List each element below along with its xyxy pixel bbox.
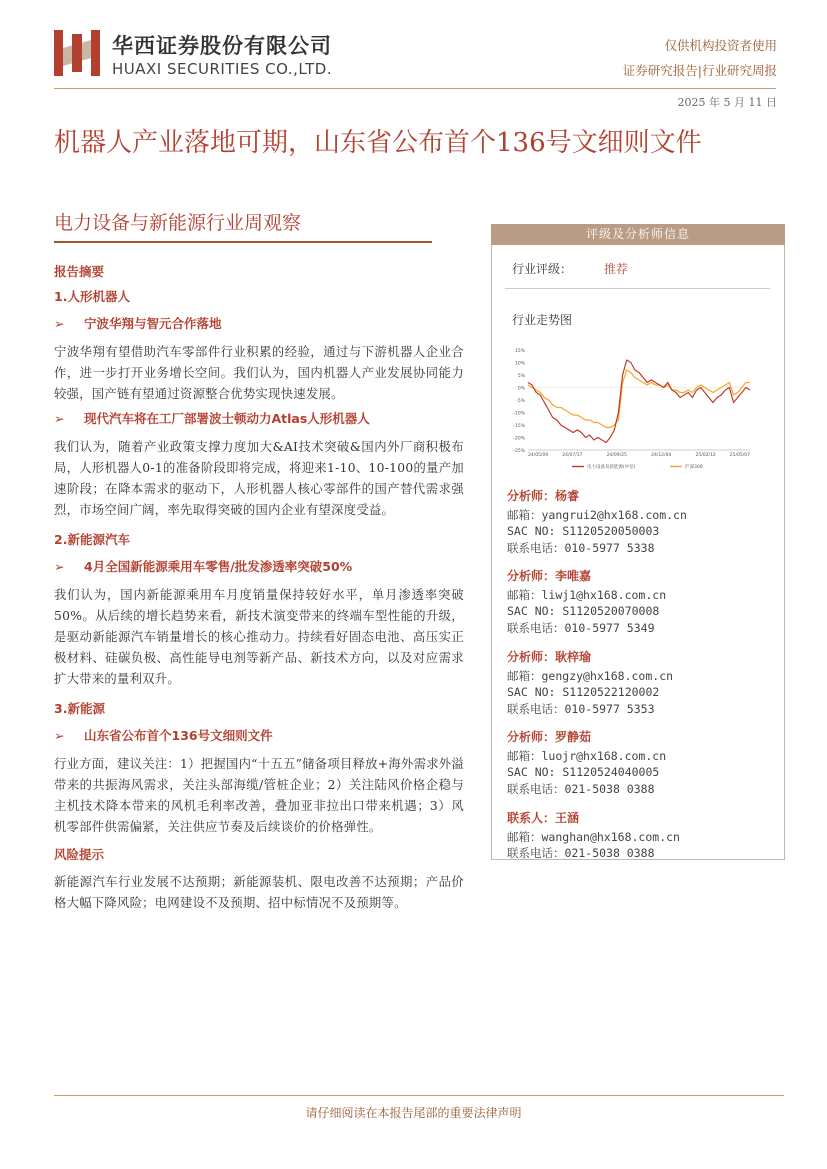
report-summary [54,262,464,914]
bullet-text: 4月全国新能源乘用车零售/批发渗透率突破50% [84,559,353,574]
report-type: 证券研究报告|行业研究周报 [622,63,777,78]
analyst-name: 耿梓瑜 [555,650,592,664]
contact-role: 联系人： [507,811,556,825]
company-name-en: HUAXI SECURITIES CO.,LTD. [112,60,333,78]
trend-chart-label: 行业走势图 [512,313,573,327]
y-tick-label: -15% [513,424,525,429]
industry-trend-chart [506,342,756,477]
section-title-robot: 1.人形机器人 [54,289,130,304]
audience-note: 仅供机构投资者使用 [664,38,777,53]
paragraph: 我们认为，国内新能源乘用车月度销量保持较好水平，单月渗透率突破50%。从后续的增长趋势来看，新技术演变带来的终端车型性能的升级，是驱动新能源汽车销量增长的核心推动力。持续看好固态电池、高压实正极材料、硅碳负极、高性能导电剂等新产品、新技术方向，以及对应需求扩大带来的量利双升。 [54,588,464,686]
analyst-role: 分析师： [507,730,556,744]
risk-paragraph: 新能源汽车行业发展不达预期；新能源装机、限电改善不达预期；产品价格大幅下降风险；电网建设不及预期、招中标情况不及预期等。 [54,875,464,910]
y-tick-label: -25% [513,449,525,454]
company-name-cn: 华西证券股份有限公司 [112,33,332,58]
x-tick-label: 24/07/17 [562,453,583,458]
arrow-bullet-icon: ➢ [54,728,65,743]
arrow-bullet-icon: ➢ [54,316,65,331]
analyst-phone: 联系电话：021-5038 0388 [507,781,655,796]
analyst-role: 分析师： [507,569,556,583]
y-tick-label: -20% [513,436,525,442]
arrow-bullet-icon: ➢ [54,559,65,574]
analyst-email: 邮箱：liwj1@hx168.com.cn [507,587,667,602]
analyst-card [507,488,777,556]
analyst-role: 分析师： [507,650,556,664]
analyst-sac: SAC NO: S1120520070008 [507,604,660,618]
paragraph: 我们认为，随着产业政策支撑力度加大&AI技术突破&国内外厂商积极布局，人形机器人0-1的准备阶段即将完成，将迎来1-10、10-100的量产加速阶段；在降本需求的驱动下，人形机器人核心零部件的国产替代需求强烈，市场空间广阔，率先取得突破的国内企业有望深度受益。 [54,440,464,517]
rating-value: 推荐 [604,262,629,276]
x-tick-label: 25/02/12 [695,453,716,458]
y-tick-label: 5% [517,374,525,379]
report-date: 2025 年 5 月 11 日 [677,96,777,109]
x-tick-label: 24/12/04 [651,453,672,458]
analyst-name: 杨睿 [555,489,580,503]
bullet-item [54,312,464,336]
company-logo-icon [54,30,100,76]
report-title: 机器人产业落地可期，山东省公布首个136号文细则文件 [54,128,702,158]
analyst-card [507,649,777,717]
analyst-email: 邮箱：gengzy@hx168.com.cn [507,668,674,683]
contact-email: 邮箱：wanghan@hx168.com.cn [507,829,680,844]
analyst-role: 分析师： [507,489,556,503]
sidebar-header: 评级及分析师信息 [491,224,785,245]
legal-notice: 请仔细阅读在本报告尾部的重要法律声明 [305,1106,522,1120]
arrow-bullet-icon: ➢ [54,411,65,426]
rating-label: 行业评级： [512,262,573,276]
bullet-text: 宁波华翔与智元合作落地 [84,316,222,331]
legend-label: 电力设备及新能源(中信) [587,465,636,470]
analyst-sac: SAC NO: S1120522120002 [507,685,660,699]
section-title-new-energy: 3.新能源 [54,701,105,716]
analyst-phone: 联系电话：010-5977 5349 [507,620,655,635]
analyst-sac: SAC NO: S1120524040005 [507,765,660,779]
y-tick-label: 10% [514,361,525,367]
paragraph: 宁波华翔有望借助汽车零部件行业积累的经验，通过与下游机器人企业合作，进一步打开业务增长空间。我们认为，国内机器人产业发展协同能力较强，国产链有望通过资源整合优势实现快速发展。 [54,345,464,401]
section-title-nev: 2.新能源汽车 [54,532,130,547]
bullet-text: 现代汽车将在工厂部署波士顿动力Atlas人形机器人 [84,411,370,426]
series-line [528,360,750,443]
bullet-item [54,724,464,748]
y-tick-label: 15% [514,349,525,354]
bullet-text: 山东省公布首个136号文细则文件 [84,728,273,743]
summary-heading: 报告摘要 [54,264,105,279]
footer-divider [54,1095,784,1096]
analyst-sac: SAC NO: S1120520050003 [507,524,660,538]
risk-heading: 风险提示 [54,847,105,862]
rating-divider [505,288,770,289]
bullet-item [54,555,464,579]
paragraph: 行业方面，建议关注：1）把握国内“十五五”储备项目释放+海外需求外溢带来的共振海风需求，关注头部海缆/管桩企业；2）关注陆风价格企稳与主机技术降本带来的风机毛利率改善，叠加亚非拉出口带来机遇；3）风机零部件供需偏紧，关注供应节奏及后续谈价的价格弹性。 [54,757,464,834]
y-tick-label: 0% [517,386,525,392]
x-tick-label: 24/09/25 [606,453,627,458]
contact-phone: 联系电话：021-5038 0388 [507,846,655,860]
analyst-email: 邮箱：yangrui2@hx168.com.cn [507,507,687,522]
report-subtitle: 电力设备与新能源行业周观察 [54,212,302,234]
analyst-card [507,729,777,797]
contact-card [507,810,777,862]
subtitle-divider [54,241,432,243]
y-tick-label: -5% [516,399,525,404]
legend-label: 沪深300 [685,465,703,470]
bullet-item [54,407,464,431]
analyst-phone: 联系电话：010-5977 5353 [507,701,655,716]
y-tick-label: -10% [513,411,525,417]
analyst-phone: 联系电话：010-5977 5338 [507,540,655,555]
contact-name: 王涵 [555,811,580,825]
analyst-card [507,568,777,636]
x-tick-label: 25/05/07 [729,453,750,458]
analyst-name: 李唯嘉 [555,569,592,583]
analyst-email: 邮箱：luojr@hx168.com.cn [507,748,667,763]
analyst-name: 罗静茹 [555,730,592,744]
x-tick-label: 24/05/09 [528,453,549,458]
header-divider [54,88,776,89]
